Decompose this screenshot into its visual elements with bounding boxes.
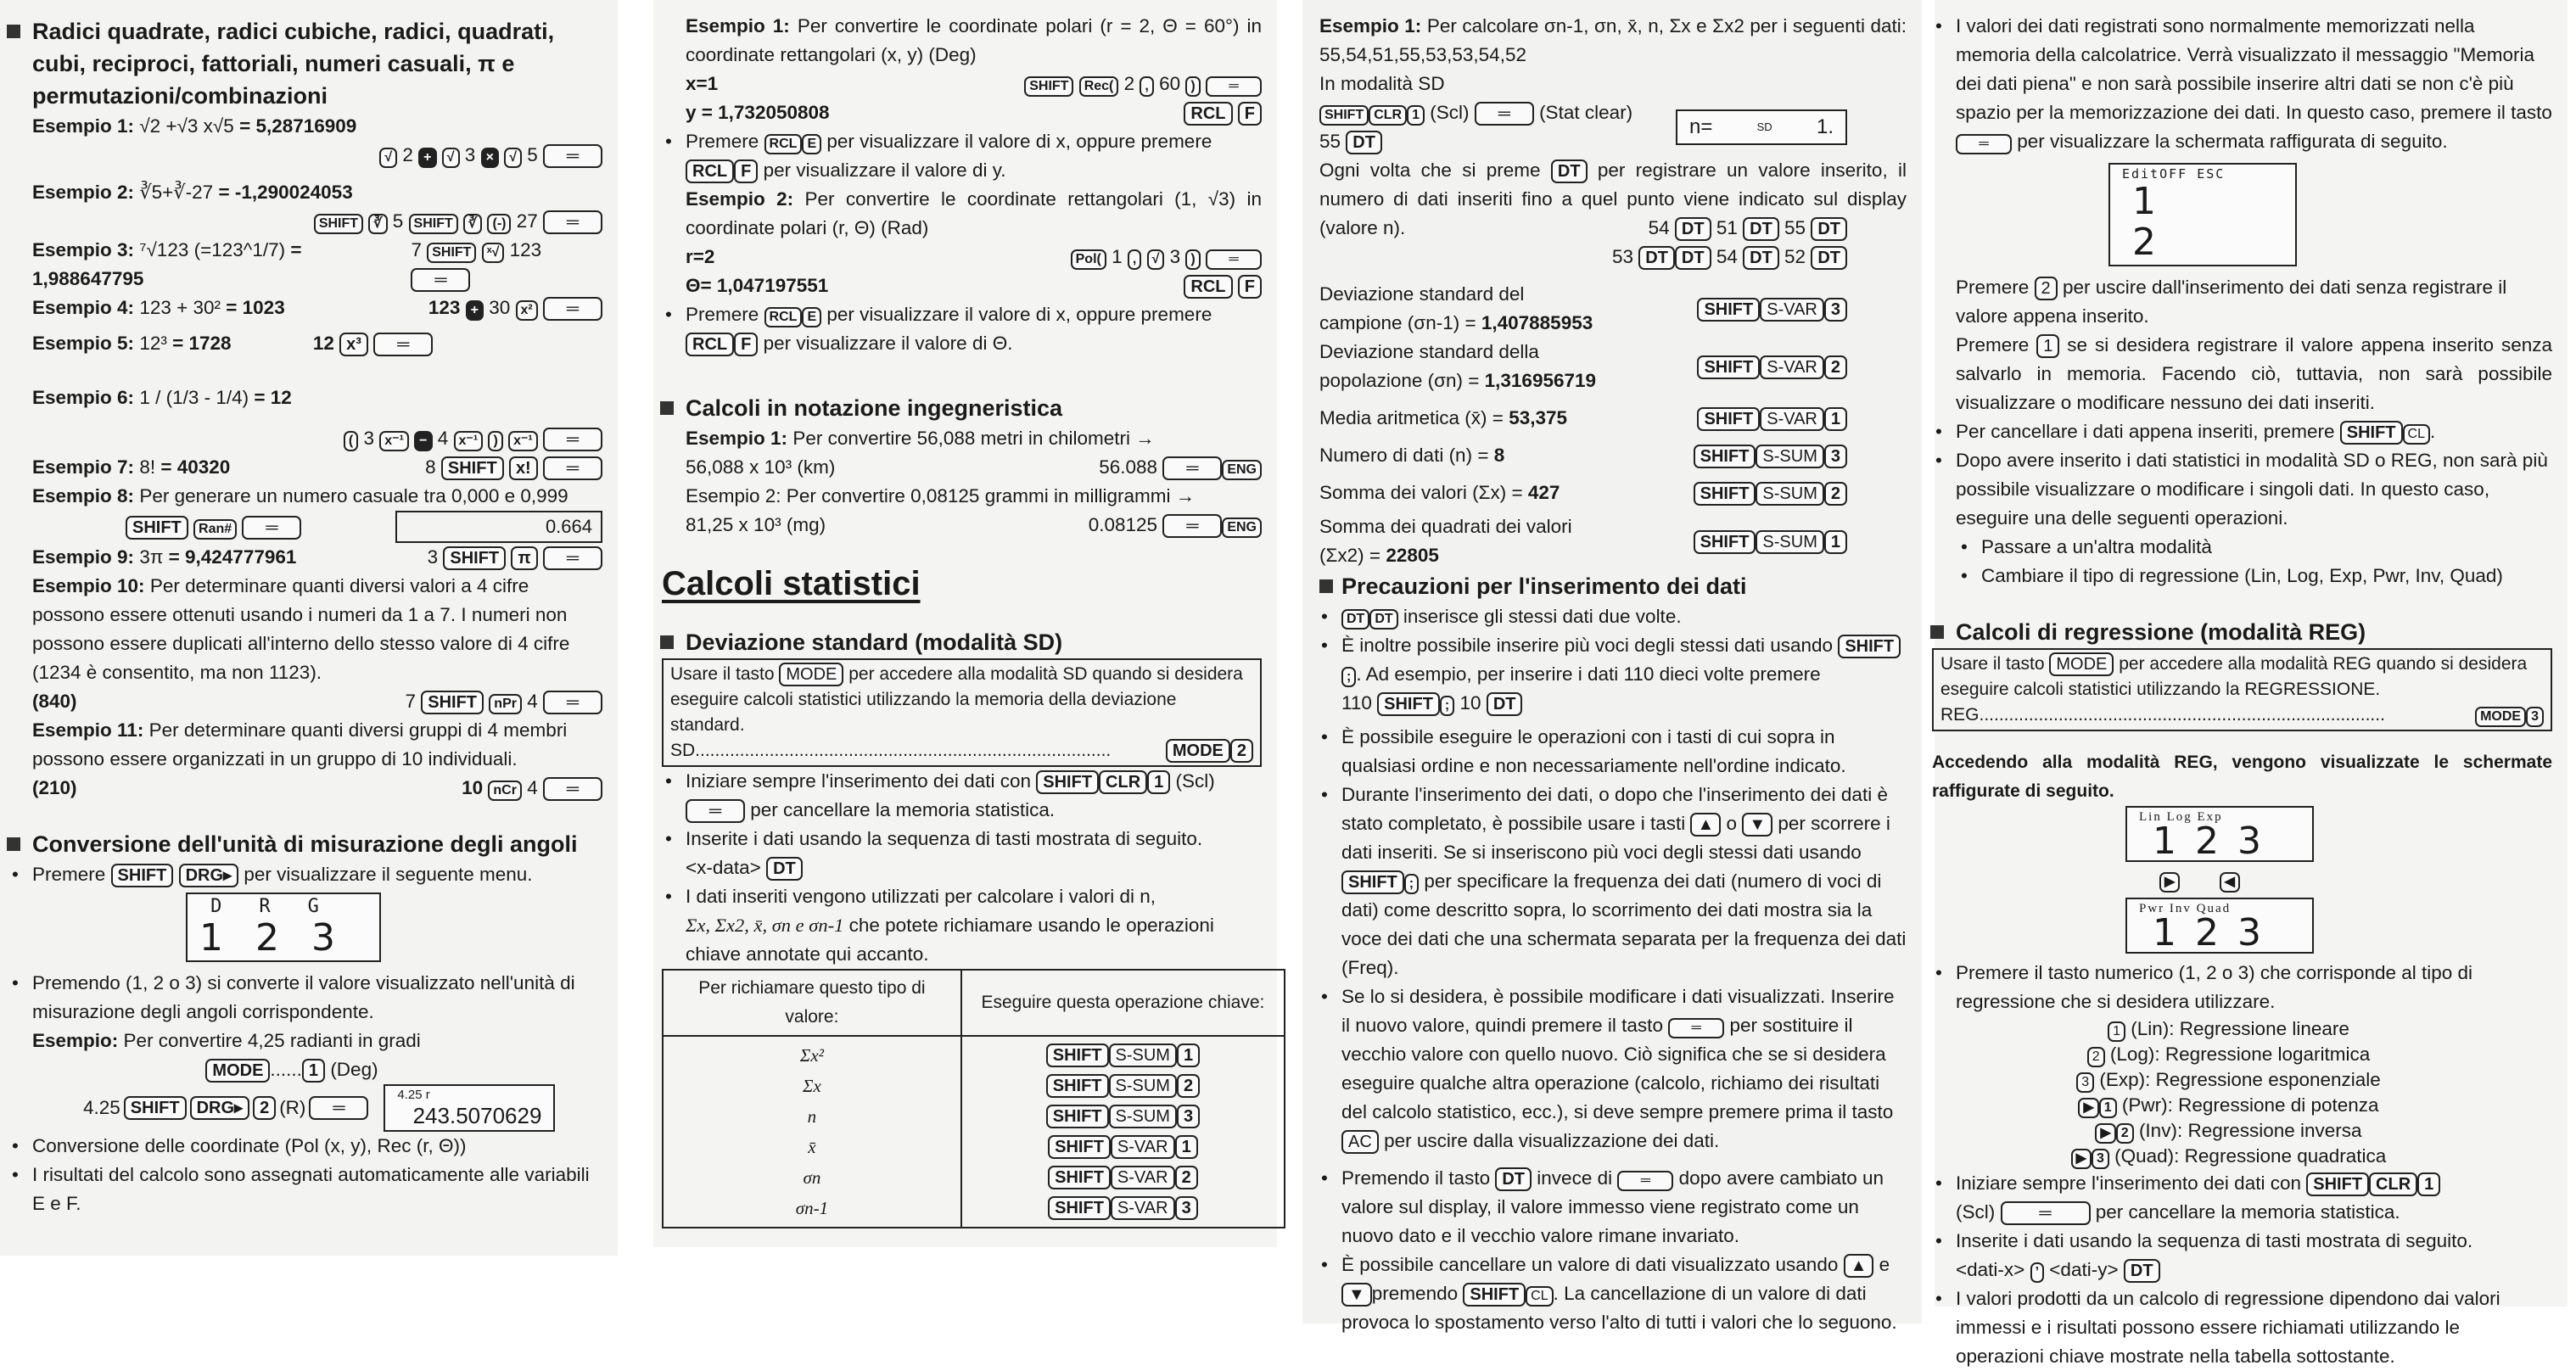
precautions-list	[1319, 602, 1907, 1337]
square-key: x²	[516, 300, 538, 321]
example-11: Esempio 11: Per determinare quanti diversi gruppi di 4 membri possono essere organizzati in un gruppo di 10 individuali.	[32, 719, 568, 769]
equals-key: ═	[543, 691, 602, 714]
reg-type-list	[1905, 1016, 2552, 1169]
comma-key: ’	[2030, 1262, 2044, 1283]
recall-keys: SHIFT S-SUM 3	[969, 1101, 1277, 1132]
example-4-keys: 123 + 30 x² ═	[428, 294, 602, 322]
equals-key: ═	[411, 268, 470, 292]
example-8: Esempio 8: Per generare un numero casuale tra 0,000 e 0,999	[32, 485, 568, 506]
eng-example-1: Esempio 1: Per convertire 56,088 metri in chilometri →	[686, 428, 1155, 449]
after-data-bullet: • Dopo avere inserito i dati statistici in modalità SD o REG, non sarà più possibile visualizzare o modificare i singoli dati. In questo caso, eseguire una delle seguenti operazioni.	[1934, 446, 2552, 533]
precaution-1: • DT DT inserisce gli stessi dati due volte.	[1319, 602, 1907, 631]
eng-example-2: Esempio 2: Per convertire 0,08125 grammi in milligrammi →	[686, 485, 1196, 506]
coord-example-2-theta: Θ= 1,047197551 RCL F	[686, 271, 1262, 300]
reg-start-bullet: • Iniziare sempre l'inserimento dei dati con SHIFT CLR 1 (Scl) ═ per cancellare la memoria statistica.	[1934, 1169, 2552, 1227]
coord-example-1-x: x=1 SHIFT Rec( 2 , 60 ) ═	[686, 70, 1262, 98]
angle-bullet-3: • Conversione delle coordinate (Pol (x, y), Rec (r, Θ))	[10, 1132, 602, 1161]
pi-key: π	[511, 546, 537, 570]
stat-explain: Ogni volta che si preme DT per registrare un valore inserito, il numero di dati inseriti fino a quel punto viene indicato sul display (valore n).	[1319, 159, 1907, 238]
example-9: Esempio 9: 3π = 9,424777961 3 SHIFT π ═	[32, 543, 602, 572]
dt-key: DT	[766, 857, 803, 881]
reg-display-1: Lin Log Exp 123	[2125, 806, 2314, 862]
example-3: Esempio 3: ⁷√123 (=123^1/7) = 1,988647795 7 SHIFT ˣ√ 123 ═	[32, 236, 602, 294]
data-entry-seq-1: 54 DT 51 DT 55 DT	[1319, 214, 1847, 243]
key-1: 1	[1147, 770, 1170, 794]
reg-values-bullet: • I valori prodotti da un calcolo di regressione dipendono dai valori immessi e i risultati possono essere richiamati utilizzando le operazioni chiave mostrate nella tabella sottostante.	[1934, 1284, 2552, 1371]
equals-key: ═	[686, 799, 745, 823]
editoff-display-wrap	[2108, 163, 2552, 266]
mode-key: MODE	[1166, 739, 1230, 763]
equals-key: ═	[543, 546, 602, 570]
sqrt-key: √	[442, 148, 460, 168]
page-column-1	[0, 0, 618, 1256]
pol-keys: Pol( 1 , √ 3 ) ═	[1071, 243, 1262, 271]
example-7: Esempio 7: 8! = 40320 8 SHIFT x! ═	[32, 453, 602, 482]
page-column-4	[1932, 0, 2568, 1367]
key-1: 1	[302, 1059, 325, 1083]
n-display: n= SD 1.	[1676, 109, 1847, 145]
e-key: E	[802, 307, 821, 327]
eng-example-2-result: 81,25 x 10³ (mg) 0.08125 ═ ENG	[686, 511, 1262, 540]
left-arrow-key: ◀	[2220, 872, 2240, 893]
shift-key: SHIFT	[126, 516, 188, 540]
example-6: Esempio 6: 1 / (1/3 - 1/4) = 12	[32, 387, 292, 408]
rcl-key: RCL	[686, 333, 734, 356]
example-10-keys: 7 SHIFT nPr 4 ═	[405, 687, 602, 716]
reg-type-item: 1 (Lin): Regressione lineare	[1905, 1016, 2552, 1042]
open-paren-key: (	[344, 431, 358, 451]
reg-type-item: ▶ 3 (Quad): Regressione quadratica	[1905, 1144, 2552, 1169]
coord-example-2-r: r=2 Pol( 1 , √ 3 ) ═	[686, 243, 1262, 271]
example-10: Esempio 10: Per determinare quanti diversi valori a 4 cifre possono essere ottenuti usando i numeri da 1 a 7. I numeri non possono essere duplicati all'interno dello stesso valore di 4 cifre (1234 è consentito, ma non 1123).	[32, 575, 570, 683]
example-7-keys: 8 SHIFT x! ═	[425, 453, 602, 482]
example-5: Esempio 5: 12³ = 1728 12 x³ ═	[32, 329, 602, 358]
drg-display-wrap	[0, 893, 602, 962]
coord-bullet-1: • Premere RCL E per visualizzare il valore di x, oppure premere RCL F per visualizzare il valore di y.	[664, 127, 1262, 185]
sd-bullet-2: • Inserite i dati usando la sequenza di tasti mostrata di seguito. <x-data> DT	[664, 825, 1262, 882]
equals-key: ═	[242, 516, 301, 540]
result-row: Deviazione standard della popolazione (σn) = 1,316956719 SHIFT S-VAR 2	[1319, 338, 1847, 395]
shift-key: SHIFT	[1036, 770, 1099, 794]
example-11-answer: (210) 10 nCr 4 ═	[32, 774, 602, 803]
npr-key: nPr	[489, 694, 522, 714]
rcl-key: RCL	[686, 159, 734, 183]
mode-key: MODE	[205, 1059, 270, 1083]
ac-key: AC	[1341, 1130, 1379, 1154]
angle-mode-keys: MODE ...... 1 (Deg)	[0, 1055, 602, 1084]
close-paren-key: )	[488, 431, 502, 451]
key-1: 1	[1407, 105, 1425, 126]
section-title-roots: Radici quadrate, radici cubiche, radici, quadrati, cubi, reciproci, fattoriali, numeri casuali, π e permutazioni/combinazioni	[7, 15, 602, 112]
clr-key: CLR	[1099, 770, 1147, 794]
coord-example-2: Esempio 2: Per convertire le coordinate rettangolari (1, √3) in coordinate polari (r, Θ) (Rad)	[686, 188, 1262, 238]
table-row: Σx² Σx n x̄ σn σn-1 SHIFT S-SUM 1 SHIFT S-SUM 2 SHIFT S-SUM 3 SHIFT S-VAR 1 SHIFT S-VAR 2 SHIFT S-VAR 3	[663, 1036, 1285, 1228]
rec-keys: SHIFT Rec( 2 , 60 ) ═	[1024, 70, 1262, 98]
eng-key: ENG	[1222, 460, 1262, 480]
eng-key: ENG	[1222, 518, 1262, 538]
sd-mode-label: In modalità SD	[1319, 73, 1445, 94]
coord-example-1: Esempio 1: Per convertire le coordinate polari (r = 2, Θ = 60°) in coordinate rettangolari (x, y) (Deg)	[686, 15, 1262, 65]
reg-screens-intro: Accedendo alla modalità REG, vengono visualizzate le schermate raffigurate di seguito.	[1932, 753, 2552, 801]
result-row: Media aritmetica (x̄) = 53,375 SHIFT S-VAR 1	[1319, 404, 1847, 433]
minus-key: −	[414, 431, 432, 451]
angle-sequence: 4.25 SHIFT DRG▸ 2 (R) ═ 4.25 r 243.5070629	[32, 1084, 602, 1132]
recall-keys: SHIFT S-VAR 3	[969, 1193, 1277, 1223]
reciprocal-key: x⁻¹	[454, 431, 484, 451]
memory-bullet: • I valori dei dati registrati sono normalmente memorizzati nella memoria della calcolatrice. Verrà visualizzato il messaggio "Memoria dei dati piena" e non sarà possibile inserire altri dati se non c'è più spazio per la memorizzazione dei dati. In questo caso, premere il tasto ═ per visualizzare la schermata raffigurata di seguito.	[1934, 12, 2552, 156]
result-row: Somma dei quadrati dei valori (Σx2) = 22805 SHIFT S-SUM 1	[1319, 512, 1847, 570]
key-2: 2	[253, 1096, 276, 1120]
sqrt-key: √	[379, 148, 397, 168]
pol-key: Pol(	[1071, 249, 1106, 270]
example-2: Esempio 2: ∛5+∛-27 = -1,290024053	[32, 182, 353, 203]
equals-key: ═	[309, 1096, 368, 1120]
result-row: Numero di dati (n) = 8 SHIFT S-SUM 3	[1319, 441, 1847, 470]
recall-keys: SHIFT S-SUM 2	[969, 1071, 1277, 1101]
e-key: E	[802, 134, 821, 154]
sd-bullet-1: • Iniziare sempre l'inserimento dei dati con SHIFT CLR 1 (Scl) ═ per cancellare la memoria statistica.	[664, 767, 1262, 825]
drg-key: DRG▸	[179, 864, 238, 887]
shift-key: SHIFT	[441, 456, 504, 480]
mode-key: MODE	[779, 663, 843, 686]
cube-key: x³	[339, 333, 368, 356]
comma-key: ,	[1140, 76, 1153, 97]
ncr-key: nCr	[488, 781, 522, 801]
example-9-keys: 3 SHIFT π ═	[428, 543, 602, 572]
rcl-key: RCL	[1184, 102, 1232, 126]
shift-key: SHIFT	[1024, 76, 1073, 97]
example-4: Esempio 4: 123 + 30² = 1023 123 + 30 x² ═	[32, 294, 602, 322]
reg-displays	[2125, 806, 2552, 954]
stat-clear-row: SHIFT CLR 1 (Scl) ═ (Stat clear) 55 DT n= SD 1.	[1319, 98, 1907, 156]
equals-key: ═	[1206, 249, 1262, 270]
section-title-engineering: Calcoli in notazione ingegneristica	[660, 392, 1262, 424]
recall-keys: SHIFT S-VAR 2	[969, 1162, 1277, 1193]
f-key: F	[734, 333, 758, 356]
stat-results	[1319, 280, 1847, 570]
reg-input-bullet: • Inserite i dati usando la sequenza di tasti mostrata di seguito. <dati-x> ’ <dati-y> DT	[1934, 1227, 2552, 1284]
equals-key: ═	[543, 210, 602, 234]
f-key: F	[1238, 275, 1262, 299]
stat-example-1: Esempio 1: Per calcolare σn-1, σn, x̄, n, Σx e Σx2 per i seguenti dati: 55,54,51,55,53,53,54,52	[1319, 15, 1907, 65]
sd-mode-box: Usare il tasto MODE per accedere alla modalità SD quando si desidera eseguire calcoli statistici utilizzando la memoria della deviazione standard. SD.................................................................................... MODE 2	[662, 658, 1262, 767]
reg-mode-box: Usare il tasto MODE per accedere alla modalità REG quando si desidera eseguire calcoli statistici utilizzando la REGRESSIONE. REG.................................................................................. MODE 3	[1932, 648, 2552, 731]
example-8-keys	[32, 511, 602, 543]
drg-display: DRG 123	[186, 893, 381, 962]
section-title-regression: Calcoli di regressione (modalità REG)	[1930, 616, 2552, 648]
equals-key: ═	[543, 456, 602, 480]
f-key: F	[734, 159, 758, 183]
equals-key: ═	[543, 777, 602, 801]
multiply-key: ×	[481, 148, 499, 168]
reg-type-bullet: • Premere il tasto numerico (1, 2 o 3) che corrisponde al tipo di regressione che si desidera utilizzare.	[1934, 959, 2552, 1016]
esc-explain: Premere 2 per uscire dall'inserimento dei dati senza registrare il valore appena inserito.	[1956, 277, 2507, 327]
reg-type-item: ▶ 1 (Pwr): Regressione di potenza	[1905, 1093, 2552, 1118]
angle-example: Esempio: Per convertire 4,25 radianti in gradi	[32, 1030, 421, 1051]
equals-key: ═	[543, 428, 602, 451]
xroot-key: ˣ√	[482, 243, 505, 263]
shift-key: SHIFT	[1319, 105, 1369, 126]
angle-bullet-2: • Premendo (1, 2 o 3) si converte il valore visualizzato nell'unità di misurazione degli angoli corrispondente.	[10, 969, 602, 1027]
plus-key: +	[418, 148, 436, 168]
down-key: ▼	[1742, 813, 1772, 837]
negative-key: (-)	[487, 214, 511, 234]
editoff-display: EditOFF ESC 1 2	[2108, 163, 2297, 266]
equals-key: ═	[1475, 102, 1534, 126]
angle-bullet-4: • I risultati del calcolo sono assegnati automaticamente alle variabili E e F.	[10, 1161, 602, 1218]
down-key: ▼	[1341, 1283, 1372, 1307]
precaution-7: • È possibile cancellare un valore di dati visualizzato usando ▲ e ▼ premendo SHIFT CL . La cancellazione di un valore di dati provoca lo spostamento verso l'alto di tutti i valori che lo seguono.	[1319, 1251, 1907, 1337]
reg-type-item: ▶ 2 (Inv): Regressione inversa	[1905, 1118, 2552, 1144]
shift-key: SHIFT	[421, 691, 484, 714]
right-arrow-key: ▶	[2159, 872, 2180, 893]
random-display: 0.664	[395, 511, 602, 543]
page-column-3	[1302, 0, 1922, 1333]
dt-key: DT	[1346, 131, 1382, 154]
precaution-3: • È possibile eseguire le operazioni con i tasti di cui sopra in qualsiasi ordine e non necessariamente nell'ordine indicato.	[1319, 723, 1907, 781]
clr-key: CLR	[1369, 105, 1407, 126]
page-column-2	[653, 0, 1277, 1247]
precaution-4: • Durante l'inserimento dei dati, o dopo che l'inserimento dei dati è stato completato, è possibile usare i tasti ▲ o ▼ per scorrere i dati inseriti. Se si inseriscono più voci degli stessi dati usando SHIFT ; per specificare la frequenza dei dati (numero di voci di dati) come descritto sopra, lo scorrimento dei dati mostra sia la voce dei dati che una schermata separata per la frequenza dei dati (Freq).	[1319, 781, 1907, 982]
result-row: Somma dei valori (Σx) = 427 SHIFT S-SUM 2	[1319, 478, 1847, 507]
example-1: Esempio 1: √2 +√3 x√5 = 5,28716909	[32, 115, 357, 137]
f-key: F	[1238, 102, 1262, 126]
rcl-key: RCL	[764, 134, 803, 154]
example-6-keys: ( 3 x⁻¹ − 4 x⁻¹ ) x⁻¹ ═	[32, 424, 602, 453]
equals-key: ═	[543, 144, 602, 168]
section-title-sd: Deviazione standard (modalità SD)	[660, 626, 1262, 658]
coord-example-1-y: y = 1,732050808 RCL F	[686, 98, 1262, 127]
section-title-precautions: Precauzioni per l'inserimento dei dati	[1319, 570, 1907, 602]
rcl-key: RCL	[764, 307, 803, 327]
sub-bullet: • Passare a un'altra modalità	[1959, 533, 2552, 562]
up-key: ▲	[1844, 1254, 1874, 1278]
shift-key: SHIFT	[409, 214, 458, 234]
shift-key: SHIFT	[443, 546, 506, 570]
shift-key: SHIFT	[427, 243, 476, 263]
example-11-keys: 10 nCr 4 ═	[462, 774, 602, 803]
plus-key: +	[466, 300, 484, 321]
equals-key: ═	[1162, 514, 1222, 538]
rec-key: Rec(	[1079, 76, 1119, 97]
sqrt-key: √	[1147, 249, 1165, 270]
table-header: Eseguire questa operazione chiave:	[961, 970, 1285, 1036]
precaution-5: • Se lo si desidera, è possibile modificare i dati visualizzati. Inserire il nuovo valore, quindi premere il tasto ═ per sostituire il vecchio valore con quello nuovo. Ciò significa che se si desidera eseguire qualche altra operazione (calcolo, richiamo dei risultati del calcolo statistico, ecc.), si deve sempre premere prima il tasto AC per uscire dalla visualizzazione dei dati.	[1319, 982, 1907, 1156]
cube-root-key: ∛	[463, 214, 482, 234]
eng-example-1-result: 56,088 x 10³ (km) 56.088 ═ ENG	[686, 453, 1262, 482]
shift-key: SHIFT	[111, 864, 174, 887]
equals-key: ═	[373, 333, 433, 356]
equals-key: ═	[543, 297, 602, 321]
up-key: ▲	[1690, 813, 1721, 837]
sub-bullet: • Cambiare il tipo di regressione (Lin, Log, Exp, Pwr, Inv, Quad)	[1959, 562, 2552, 590]
precaution-2: • È inoltre possibile inserire più voci degli stessi dati usando SHIFT; . Ad esempio, per inserire i dati 110 dieci volte premere 110 SHIFT ; 10 DT	[1319, 631, 1907, 718]
dt-key: DT	[1551, 159, 1588, 183]
angle-bullet-1: • Premere SHIFT DRG▸ per visualizzare il seguente menu.	[10, 860, 602, 889]
drg-key: DRG▸	[190, 1096, 249, 1120]
table-header: Per richiamare questo tipo di valore:	[663, 970, 961, 1036]
reciprocal-key: x⁻¹	[379, 431, 409, 451]
reciprocal-key: x⁻¹	[508, 431, 538, 451]
example-2-keys: SHIFT ∛ 5 SHIFT ∛ (-) 27 ═	[32, 207, 602, 236]
key-2: 2	[1230, 739, 1253, 763]
reg-type-item: 3 (Exp): Regressione esponenziale	[1905, 1067, 2552, 1093]
equals-key: ═	[1206, 76, 1262, 97]
coord-bullet-2: • Premere RCL E per visualizzare il valore di x, oppure premere RCL F per visualizzare il valore di Θ.	[664, 300, 1262, 358]
example-1-keys: √ 2 + √ 3 × √ 5 ═	[32, 141, 602, 170]
example-3-keys: 7 SHIFT ˣ√ 123 ═	[411, 236, 602, 294]
result-row: Deviazione standard del campione (σn-1) = 1,407885953 SHIFT S-VAR 3	[1319, 280, 1847, 338]
reg-display-2: Pwr Inv Quad 123	[2125, 898, 2314, 954]
editoff-explain: Premere 1 se si desidera registrare il valore appena inserito senza salvarlo in memoria. Facendo ciò, tuttavia, non sarà possibile visualizzare o modificare nessuno dei dati inseriti.	[1956, 334, 2552, 413]
clear-bullet: • Per cancellare i dati appena inseriti, premere SHIFT CL .	[1934, 417, 2552, 446]
section-title-angles: Conversione dell'unità di misurazione degli angoli	[7, 828, 602, 860]
equals-key: ═	[1162, 456, 1222, 480]
example-10-answer: (840) 7 SHIFT nPr 4 ═	[32, 687, 602, 716]
after-data-sublist	[1956, 533, 2552, 590]
factorial-key: x!	[509, 456, 538, 480]
close-paren-key: )	[1185, 249, 1200, 270]
table-header-row	[663, 970, 1285, 1036]
sd-recall-table	[662, 969, 1285, 1228]
cube-root-key: ∛	[368, 214, 387, 234]
chapter-title-statistics: Calcoli statistici	[662, 565, 921, 602]
recall-keys: SHIFT S-VAR 1	[969, 1132, 1277, 1162]
recall-keys: SHIFT S-SUM 1	[969, 1040, 1277, 1071]
sd-bullet-3: • I dati inseriti vengono utilizzati per calcolare i valori di n, Σx, Σx2, x̄, σn e σn-1 che potete richiamare usando le operazioni chiave annotate qui accanto.	[664, 882, 1262, 969]
rcl-key: RCL	[1184, 275, 1232, 299]
random-key: Ran#	[193, 519, 237, 540]
precaution-6: • Premendo il tasto DT invece di ═ dopo avere cambiato un valore sul display, il valore immesso viene registrato come un nuovo dato e il vecchio valore rimane invariato.	[1319, 1164, 1907, 1251]
reg-type-item: 2 (Log): Regressione logaritmica	[1905, 1042, 2552, 1067]
sqrt-key: √	[504, 148, 522, 168]
comma-key: ,	[1128, 249, 1141, 270]
result-display: 4.25 r 243.5070629	[384, 1084, 555, 1132]
shift-key: SHIFT	[314, 214, 363, 234]
close-paren-key: )	[1185, 76, 1200, 97]
shift-key: SHIFT	[124, 1096, 187, 1120]
data-entry-seq-2: 53 DT DT 54 DT 52 DT	[1319, 243, 1847, 271]
